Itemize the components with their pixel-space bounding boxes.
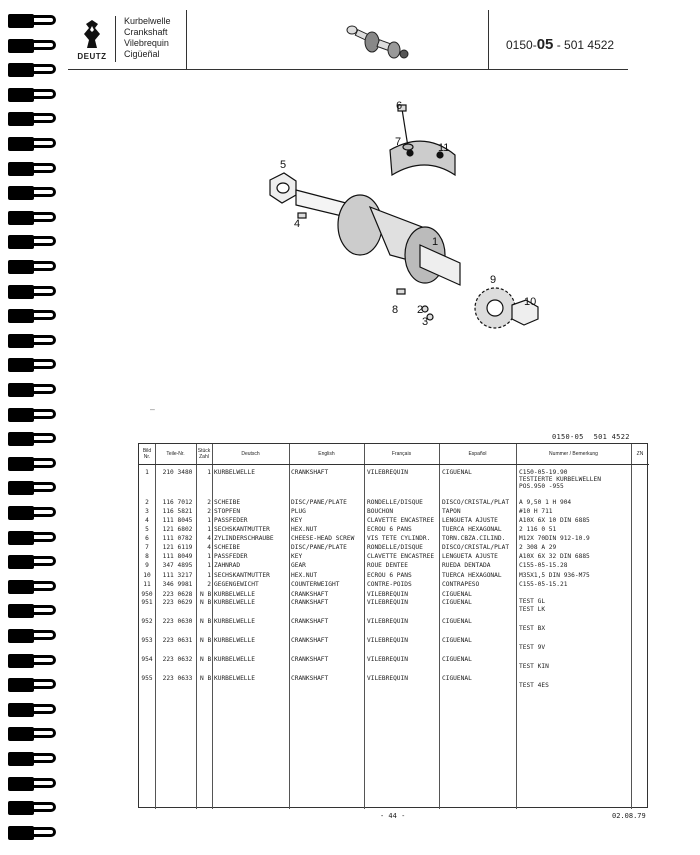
column-divider (289, 444, 290, 809)
cell-de: GEGENGEWICHT (214, 581, 259, 588)
callout-9: 9 (490, 274, 497, 286)
deutz-logo (68, 16, 116, 62)
cell-qty: 2 (207, 581, 211, 588)
cell-fr: VILEBREQUIN (367, 618, 408, 625)
binding-ring (8, 39, 52, 53)
cell-qty: 1 (207, 517, 211, 524)
binding-ring (8, 604, 52, 618)
callout-2: 2 (417, 304, 424, 316)
cell-qty: 4 (207, 544, 211, 551)
cell-es: CIGUENAL (442, 591, 472, 598)
cell-bild: 952 (141, 618, 153, 625)
cell-en: HEX.NUT (291, 526, 318, 533)
callout-10: 10 (524, 296, 537, 308)
cell-fr: CLAVETTE ENCASTREE (367, 553, 435, 560)
cell-de: KURBELWELLE (214, 675, 255, 682)
cell-es: CIGUENAL (442, 675, 472, 682)
binding-ring (8, 457, 52, 471)
callout-4: 4 (294, 218, 301, 230)
binding-ring (8, 531, 52, 545)
cell-bild: 5 (145, 526, 149, 533)
cell-de: SECHSKANTMUTTER (214, 526, 270, 533)
exploded-view-drawing (250, 95, 550, 335)
binding-ring (8, 162, 52, 176)
crankshaft-thumbnail (338, 18, 418, 62)
code-prefix: 0150- (506, 38, 537, 52)
cell-es: TUERCA HEXAGONAL (442, 526, 502, 533)
cell-qty: 4 (207, 535, 211, 542)
cell-bild: 950 (141, 591, 153, 598)
cell-de: KURBELWELLE (214, 599, 255, 606)
cell-qty: N B (200, 599, 212, 606)
callout-3: 3 (422, 316, 429, 328)
cell-en: CHEESE-HEAD SCREW (291, 535, 355, 542)
cell-teil: 223 0633 (162, 675, 193, 682)
cell-es: TUERCA HEXAGONAL (442, 572, 502, 579)
binding-ring (8, 235, 52, 249)
cell-de: STOPFEN (214, 508, 241, 515)
cell-en: HEX.NUT (291, 572, 318, 579)
cell-teil: 116 7012 (162, 499, 193, 506)
cell-fr: VILEBREQUIN (367, 656, 408, 663)
cell-qty: N B (200, 591, 212, 598)
cell-qty: N B (200, 675, 212, 682)
cell-en: CRANKSHAFT (291, 656, 329, 663)
cell-teil: 347 4895 (162, 562, 193, 569)
cell-note: 2 308 A 29 (519, 544, 557, 551)
cell-de: SCHEIBE (214, 544, 241, 551)
cell-es: CIGUENAL (442, 469, 472, 476)
header-remark: Nummer / Bemerkung (516, 444, 631, 465)
cell-bild: 10 (143, 572, 151, 579)
catalog-header (68, 10, 628, 70)
cell-bild: 4 (145, 517, 149, 524)
binding-ring (8, 63, 52, 77)
name-es: Cigüeñal (124, 49, 160, 59)
cell-fr: ROUE DENTEE (367, 562, 408, 569)
cell-qty: N B (200, 656, 212, 663)
margin-mark: – (150, 405, 155, 414)
binding-ring (8, 777, 52, 791)
cell-de: SCHEIBE (214, 499, 241, 506)
spiral-binding (0, 0, 70, 855)
binding-ring (8, 137, 52, 151)
binding-ring (8, 727, 52, 741)
binding-ring (8, 654, 52, 668)
binding-ring (8, 555, 52, 569)
cell-note: C155-05-15.28 (519, 562, 568, 569)
cell-bild: 951 (141, 599, 153, 606)
cell-bild: 7 (145, 544, 149, 551)
cell-fr: ECROU 6 PANS (367, 572, 412, 579)
cell-es: TORN.CBZA.CILIND. (442, 535, 506, 542)
cell-fr: VIS TETE CYLINDR. (367, 535, 431, 542)
cell-fr: VILEBREQUIN (367, 591, 408, 598)
cell-teil: 223 0629 (162, 599, 193, 606)
cell-fr: VILEBREQUIN (367, 637, 408, 644)
cell-es: LENGUETA AJUSTE (442, 517, 498, 524)
header-zn: ZN (631, 444, 649, 465)
part-names (124, 16, 171, 60)
cell-es: RUEDA DENTADA (442, 562, 491, 569)
cell-bild: 8 (145, 553, 149, 560)
binding-ring (8, 826, 52, 840)
binding-ring (8, 629, 52, 643)
cell-note: A 9,50 1 H 904 (519, 499, 572, 506)
callout-6: 6 (396, 100, 403, 112)
cell-note: A10X 6X 10 DIN 6885 (519, 517, 590, 524)
cell-note: M35X1,5 DIN 936-M75 (519, 572, 590, 579)
cell-note2: TEST GL (519, 598, 546, 605)
cell-note: #10 H 711 (519, 508, 553, 515)
crank-web (338, 195, 382, 255)
cell-bild: 2 (145, 499, 149, 506)
cell-en: CRANKSHAFT (291, 637, 329, 644)
cell-de: KURBELWELLE (214, 618, 255, 625)
cell-qty: 1 (207, 562, 211, 569)
binding-ring (8, 678, 52, 692)
cell-note: C150-05-19.90 (519, 469, 568, 476)
binding-ring (8, 580, 52, 594)
callout-8: 8 (392, 304, 399, 316)
cell-es: CIGUENAL (442, 637, 472, 644)
cell-fr: VILEBREQUIN (367, 675, 408, 682)
cell-en: COUNTERWEIGHT (291, 581, 340, 588)
cell-qty: 1 (207, 526, 211, 533)
cell-de: KURBELWELLE (214, 656, 255, 663)
cell-en: DISC/PANE/PLATE (291, 544, 347, 551)
binding-ring (8, 358, 52, 372)
code-suffix: - 501 4522 (553, 38, 615, 52)
cell-fr: VILEBREQUIN (367, 469, 408, 476)
header-divider (186, 10, 187, 70)
binding-ring (8, 752, 52, 766)
binding-ring (8, 88, 52, 102)
header-qty: Stück Zahl (196, 444, 212, 465)
ref-code-left: 0150-05 (552, 433, 584, 441)
cell-teil: 223 0632 (162, 656, 193, 663)
cell-de: PASSFEDER (214, 517, 248, 524)
cell-en: DISC/PANE/PLATE (291, 499, 347, 506)
binding-ring (8, 112, 52, 126)
cell-en: GEAR (291, 562, 306, 569)
binding-ring (8, 801, 52, 815)
ref-code-right: 501 4522 (593, 433, 630, 441)
header-english: English (289, 444, 364, 465)
cell-fr: RONDELLE/DISQUE (367, 544, 423, 551)
name-fr: Vilebrequin (124, 38, 169, 48)
cell-es: CIGUENAL (442, 599, 472, 606)
cell-note: 2 116 0 51 (519, 526, 557, 533)
binding-ring (8, 260, 52, 274)
cell-bild: 11 (143, 581, 151, 588)
cell-teil: 116 5821 (162, 508, 193, 515)
cell-fr: CLAVETTE ENCASTREE (367, 517, 435, 524)
cell-en: CRANKSHAFT (291, 618, 329, 625)
cell-bild: 9 (145, 562, 149, 569)
cell-es: DISCO/CRISTAL/PLAT (442, 499, 510, 506)
code-group: 05 (536, 36, 554, 53)
cell-es: DISCO/CRISTAL/PLAT (442, 544, 510, 551)
cell-fr: VILEBREQUIN (367, 599, 408, 606)
header-deutsch: Deutsch (212, 444, 289, 465)
callout-11: 11 (438, 142, 450, 154)
cell-en: CRANKSHAFT (291, 469, 329, 476)
cell-note: M12X 70DIN 912-10.9 (519, 535, 590, 542)
binding-ring (8, 285, 52, 299)
column-divider (364, 444, 365, 809)
cell-en: KEY (291, 517, 303, 524)
column-divider (631, 444, 632, 809)
cell-qty: 2 (207, 499, 211, 506)
cell-qty: 1 (207, 553, 211, 560)
binding-ring (8, 211, 52, 225)
binding-ring (8, 309, 52, 323)
cell-en: CRANKSHAFT (291, 591, 329, 598)
logo-text: DEUTZ (77, 52, 107, 61)
binding-ring (8, 383, 52, 397)
cell-teil: 111 8049 (162, 553, 193, 560)
cell-teil: 111 0782 (162, 535, 193, 542)
name-de: Kurbelwelle (124, 16, 171, 26)
cell-de: ZYLINDERSCHRAUBE (214, 535, 274, 542)
cell-bild: 6 (145, 535, 149, 542)
binding-ring (8, 186, 52, 200)
header-bild: Bild Nr. (139, 444, 155, 465)
cell-qty: N B (200, 618, 212, 625)
cell-de: KURBELWELLE (214, 469, 255, 476)
catalog-code (506, 36, 614, 53)
cell-teil: 223 0628 (162, 591, 193, 598)
cell-en: CRANKSHAFT (291, 675, 329, 682)
page-number: - 44 - (380, 812, 406, 820)
header-francais: Français (364, 444, 439, 465)
callout-5: 5 (280, 159, 287, 171)
cell-qty: 1 (207, 469, 211, 476)
binding-ring (8, 14, 52, 28)
cell-en: PLUG (291, 508, 306, 515)
column-divider (516, 444, 517, 809)
cell-es: CONTRAPESO (442, 581, 480, 588)
binding-ring (8, 506, 52, 520)
column-divider (212, 444, 213, 809)
binding-ring (8, 334, 52, 348)
cell-teil: 223 0630 (162, 618, 193, 625)
reference-code (552, 433, 630, 441)
callout-7: 7 (395, 136, 402, 148)
cell-fr: CONTRE-POIDS (367, 581, 412, 588)
header-divider (488, 10, 489, 70)
cell-en: KEY (291, 553, 303, 560)
cell-teil: 210 3480 (162, 469, 193, 476)
deutz-emblem-icon (76, 18, 108, 52)
cell-de: PASSFEDER (214, 553, 248, 560)
cell-note2: TEST KIN (519, 663, 549, 670)
cell-qty: N B (200, 637, 212, 644)
cell-de: KURBELWELLE (214, 591, 255, 598)
cell-es: LENGUETA AJUSTE (442, 553, 498, 560)
cell-es: CIGUENAL (442, 618, 472, 625)
cell-en: CRANKSHAFT (291, 599, 329, 606)
callout-1: 1 (432, 236, 439, 248)
name-en: Crankshaft (124, 27, 168, 37)
cell-teil: 346 9981 (162, 581, 193, 588)
header-espanol: Español (439, 444, 516, 465)
cell-fr: ECROU 6 PANS (367, 526, 412, 533)
cell-es: TAPON (442, 508, 461, 515)
cell-es: CIGUENAL (442, 656, 472, 663)
cell-fr: RONDELLE/DISQUE (367, 499, 423, 506)
print-date: 02.08.79 (612, 812, 646, 820)
cell-teil: 111 8045 (162, 517, 193, 524)
cell-teil: 121 6802 (162, 526, 193, 533)
cell-bild: 954 (141, 656, 153, 663)
cell-note2: TEST BX (519, 625, 546, 632)
cell-bild: 3 (145, 508, 149, 515)
column-divider (439, 444, 440, 809)
cell-de: KURBELWELLE (214, 637, 255, 644)
cell-bild: 1 (145, 469, 149, 476)
header-teil: Teile-Nr. (155, 444, 196, 465)
cell-teil: 111 3217 (162, 572, 193, 579)
binding-ring (8, 481, 52, 495)
cell-note2: TEST 4ES (519, 682, 549, 689)
binding-ring (8, 703, 52, 717)
cell-note2: TEST 9V (519, 644, 546, 651)
cell-note3: POS.950 -955 (519, 483, 564, 490)
cell-teil: 223 0631 (162, 637, 193, 644)
binding-ring (8, 432, 52, 446)
cell-note: A10X 6X 32 DIN 6885 (519, 553, 590, 560)
cell-teil: 121 6119 (162, 544, 193, 551)
cell-note2: TEST LK (519, 606, 546, 613)
cell-note2: TESTIERTE KURBELWELLEN (519, 476, 601, 483)
cell-note: C155-05-15.21 (519, 581, 568, 588)
cell-de: SECHSKANTMUTTER (214, 572, 270, 579)
cell-fr: BOUCHON (367, 508, 394, 515)
cell-qty: 2 (207, 508, 211, 515)
cell-bild: 955 (141, 675, 153, 682)
parts-table (138, 443, 648, 808)
binding-ring (8, 408, 52, 422)
cell-qty: 1 (207, 572, 211, 579)
cell-de: ZAHNRAD (214, 562, 241, 569)
cell-bild: 953 (141, 637, 153, 644)
